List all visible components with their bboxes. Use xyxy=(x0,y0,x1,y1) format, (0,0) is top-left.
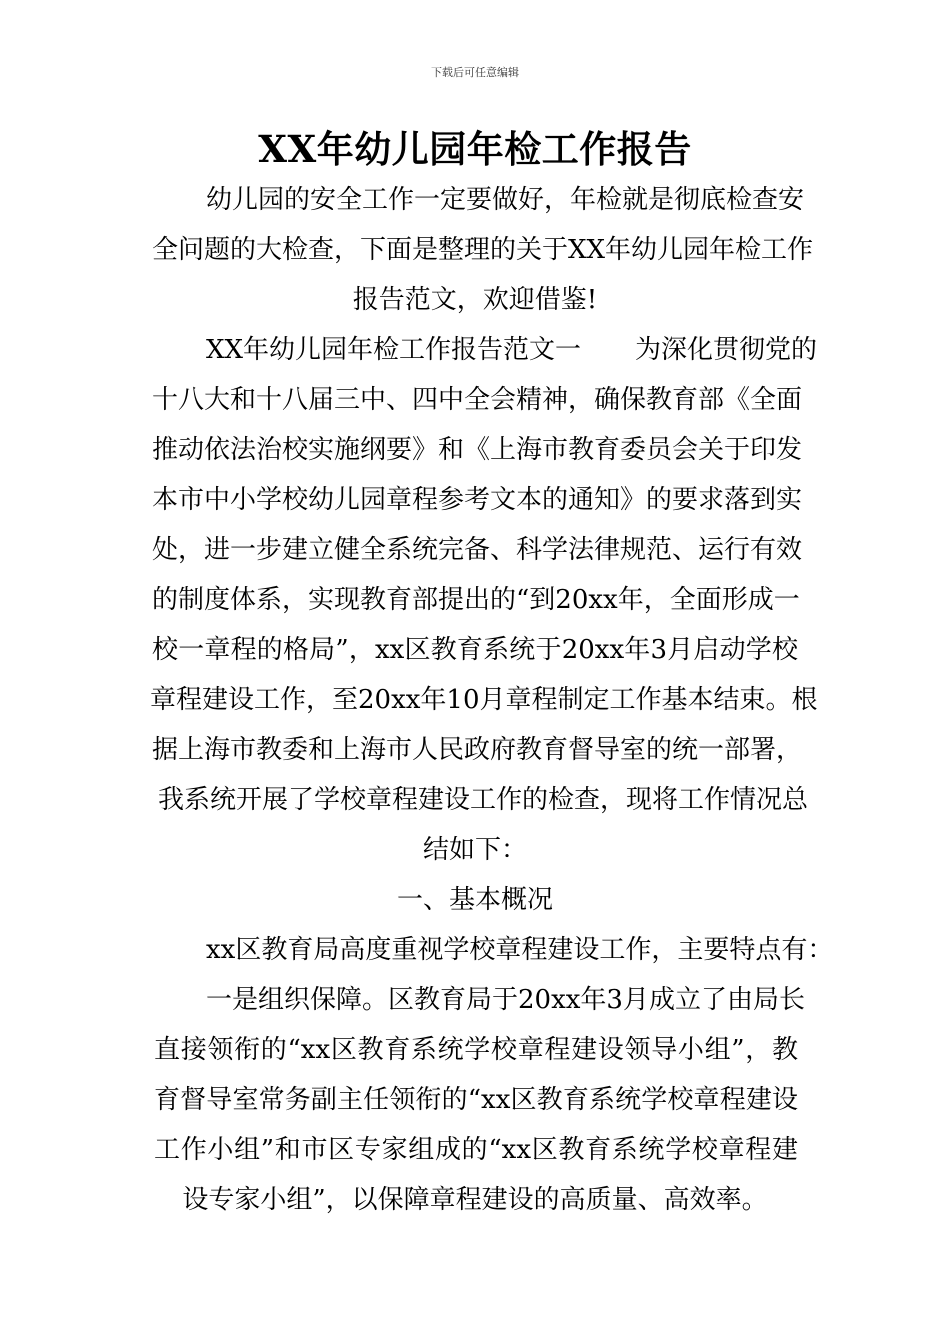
body-line-3: 本市中小学校幼儿园章程参考文本的通知》的要求落到实 xyxy=(152,485,803,515)
body-line-4: 处，进一步建立健全系统完备、科学法律规范、运行有效 xyxy=(152,535,803,565)
org-line-2: 直接领衔的“xx区教育系统学校章程建设领导小组”，教 xyxy=(154,1035,798,1065)
intro-line-1: 幼儿园的安全工作一定要做好，年检就是彻底检查安 xyxy=(206,185,805,215)
section-title: XX年幼儿园年检工作报告范文一 xyxy=(206,335,582,365)
org-line-3: 育督导室常务副主任领衔的“xx区教育系统学校章程建设 xyxy=(154,1085,798,1115)
body-line-8: 据上海市教委和上海市人民政府教育督导室的统一部署， xyxy=(152,735,803,765)
body-line-9: 我系统开展了学校章程建设工作的检查，现将工作情况总 xyxy=(158,785,809,815)
org-line-5: 设专家小组”，以保障章程建设的高质量、高效率。 xyxy=(182,1185,768,1215)
body-line-10: 结如下： xyxy=(422,835,527,865)
para-features: xx区教育局高度重视学校章程建设工作，主要特点有： xyxy=(206,935,834,965)
intro-line-2: 全问题的大检查，下面是整理的关于XX年幼儿园年检工作 xyxy=(152,235,814,265)
document-title: XX年幼儿园年检工作报告 xyxy=(258,127,692,171)
header-note: 下载后可任意编辑 xyxy=(431,66,519,79)
intro-line-3: 报告范文，欢迎借鉴! xyxy=(352,285,598,315)
body-line-7: 章程建设工作，至20xx年10月章程制定工作基本结束。根 xyxy=(150,685,818,715)
org-line-4: 工作小组”和市区专家组成的“xx区教育系统学校章程建 xyxy=(154,1135,798,1165)
body-line-6: 校一章程的格局”，xx区教育系统于20xx年3月启动学校 xyxy=(152,635,798,665)
body-first-text: 为深化贯彻党的 xyxy=(635,335,818,365)
body-line-2: 推动依法治校实施纲要》和《上海市教育委员会关于印发 xyxy=(152,435,803,465)
org-line-1: 一是组织保障。区教育局于20xx年3月成立了由局长 xyxy=(206,985,805,1015)
body-line-5: 的制度体系，实现教育部提出的“到20xx年，全面形成一 xyxy=(152,585,800,615)
section-title-line xyxy=(206,332,818,368)
body-line-1: 十八大和十八届三中、四中全会精神，确保教育部《全面 xyxy=(152,385,803,415)
heading-basic-overview: 一、基本概况 xyxy=(396,885,553,915)
